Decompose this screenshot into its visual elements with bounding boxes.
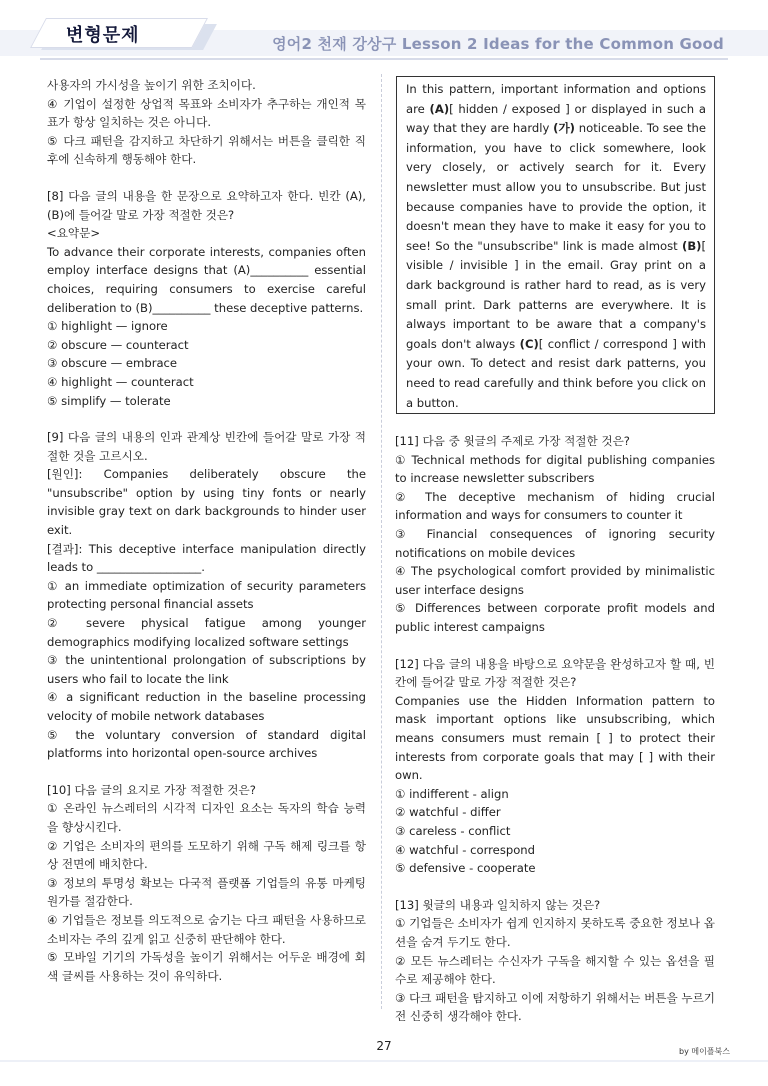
passage-text: In this pattern, important information and options are (A)[ hidden / exposed ] or displayed in such a way that they are hardly (가) noticeable. To see the information, you have to click somewhere, look very closely, or actively search for it. Every newsletter must allow you to unsubscribe. But just because companies have to provide the option, it doesn't mean they have to make it easy for you to see! So the "unsubscribe" link is made almost (B)[ visible / invisible ] in the email. Gray print on a dark background is rather hard to read, as is very small print. Dark patterns are everywhere. It is always important to be aware that a company's goals don't always (C)[ conflict / correspond ] with your own. To detect and resist dark patterns, you need to read carefully and think before you click on a button. — [406, 82, 707, 410]
choice-item: ⑤ simplify — tolerate — [47, 393, 171, 408]
choice-item: ⑤ defensive - cooperate — [395, 861, 536, 876]
header-title: 영어2 천재 강상구 Lesson 2 Ideas for the Common Good — [272, 35, 724, 53]
question-11-prompt: [11] 다음 중 윗글의 주제로 가장 적절한 것은? — [395, 434, 630, 449]
choice-item: ⑤ 다크 패턴을 감지하고 차단하기 위해서는 버튼을 클릭한 직후에 신속하게 행동해야 한다. — [47, 133, 366, 167]
question-9-prompt: [9] 다음 글의 내용의 인과 관계상 빈칸에 들어갈 말로 가장 적절한 것을 고르시오. — [47, 430, 366, 463]
choice-item: ② obscure — counteract — [47, 337, 189, 352]
marker-ga: (가) — [553, 121, 575, 136]
text-line: 사용자의 가시성을 높이기 위한 조치이다. — [47, 78, 256, 92]
question-12-prompt: [12] 다음 글의 내용을 바탕으로 요약문을 완성하고자 할 때, 빈칸에 들어갈 말로 가장 적절한 것은? — [395, 656, 715, 690]
page-header — [0, 0, 768, 66]
summary-sentence: Companies use the Hidden Information pattern to mask important options like unsubscribing, which means consumers must remain [ ] to protect their interests from corporate goals that may [ ] with their own. — [395, 693, 715, 783]
choice-item: ① 기업들은 소비자가 쉽게 인지하지 못하도록 중요한 정보나 옵션을 숨겨 두기도 한다. — [395, 916, 715, 949]
choice-item: ③ obscure — embrace — [47, 356, 178, 371]
choice-item: ① an immediate optimization of security parameters protecting personal financial assets — [47, 578, 366, 612]
page-number: 27 — [376, 1039, 392, 1053]
section-label-tab — [38, 18, 210, 50]
choice-item: ③ 다크 패턴을 탐지하고 이에 저항하기 위해서는 버튼을 누르기 전 신중히 생각해야 한다. — [395, 990, 715, 1024]
choice-item: ② 기업은 소비자의 편의를 도모하기 위해 구독 해제 링크를 항상 전면에 배치한다. — [47, 838, 366, 872]
choice-item: ② 모든 뉴스레터는 수신자가 구독을 해지할 수 있는 옵션을 필수로 제공해야 한다. — [395, 953, 715, 987]
column-divider — [381, 74, 382, 1009]
marker-b: (B) — [682, 238, 702, 253]
choice-item: ④ highlight — counteract — [47, 374, 194, 389]
choice-item: ① indifferent - align — [395, 786, 509, 801]
header-divider — [40, 58, 728, 60]
marker-a: (A) — [429, 101, 450, 116]
cause-text: [원인]: Companies deliberately obscure the "unsubscribe" option by using tiny fonts or nearly invisible gray text on dark backgrounds to hinder user exit. — [47, 467, 366, 538]
question-10-prompt: [10] 다음 글의 요지로 가장 적절한 것은? — [47, 782, 256, 797]
choice-item: ④ The psychological comfort provided by minimalistic user interface designs — [395, 564, 715, 597]
choice-item: ② The deceptive mechanism of hiding crucial information and ways for consumers to counter it — [395, 489, 715, 523]
choice-item: ② watchful - differ — [395, 805, 501, 820]
reading-passage-box — [396, 76, 715, 414]
choice-item: ⑤ Differences between corporate profit models and public interest campaigns — [395, 601, 715, 635]
question-13-prompt: [13] 윗글의 내용과 일치하지 않는 것은? — [395, 897, 601, 912]
choice-item: ④ 기업들은 정보를 의도적으로 숨기는 다크 패턴을 사용하므로 소비자는 주의 깊게 읽고 신중히 판단해야 한다. — [47, 912, 366, 946]
choice-item: ③ careless - conflict — [395, 823, 511, 838]
effect-text: [결과]: This deceptive interface manipulation directly leads to __________________. — [47, 541, 366, 575]
footer-divider — [0, 1060, 768, 1062]
choice-item: ③ 정보의 투명성 확보는 다국적 플랫폼 기업들의 유통 마케팅 원가를 절감한다. — [47, 875, 366, 909]
summary-sentence: To advance their corporate interests, companies often employ interface designs that (A)__________ essential choices, requiring consumers to exercise careful deliberation to (B)__________ these deceptive patterns. — [47, 244, 366, 315]
choice-item: ④ a significant reduction in the baseline processing velocity of mobile network databases — [47, 690, 366, 723]
section-label: 변형문제 — [66, 25, 140, 46]
question-8-prompt: [8] 다음 글의 내용을 한 문장으로 요약하고자 한다. 빈칸 (A), (B)에 들어갈 말로 가장 적절한 것은? — [47, 188, 366, 222]
left-column — [47, 76, 366, 985]
right-column — [395, 76, 715, 1026]
choice-item: ⑤ the voluntary conversion of standard digital platforms into horizontal open-source archives — [47, 727, 366, 761]
choice-item: ① Technical methods for digital publishing companies to increase newsletter subscribers — [395, 452, 715, 486]
choice-item: ③ Financial consequences of ignoring security notifications on mobile devices — [395, 527, 715, 560]
choice-item: ④ watchful - correspond — [395, 842, 536, 857]
choice-item: ① highlight — ignore — [47, 319, 168, 334]
choice-item: ② severe physical fatigue among younger demographics modifying localized software settings — [47, 616, 366, 649]
summary-label: <요약문> — [47, 226, 101, 241]
choice-item: ③ the unintentional prolongation of subscriptions by users who fail to locate the link — [47, 653, 366, 686]
choice-item: ⑤ 모바일 기기의 가독성을 높이기 위해서는 어두운 배경에 회색 글씨를 사용하는 것이 유익하다. — [47, 950, 366, 983]
choice-item: ④ 기업이 설정한 상업적 목표와 소비자가 추구하는 개인적 목표가 항상 일치하는 것은 아니다. — [47, 96, 366, 130]
publisher-brand: by 메이플북스 — [679, 1047, 730, 1056]
marker-c: (C) — [519, 336, 539, 351]
choice-item: ① 온라인 뉴스레터의 시각적 디자인 요소는 독자의 학습 능력을 향상시킨다. — [47, 801, 366, 834]
